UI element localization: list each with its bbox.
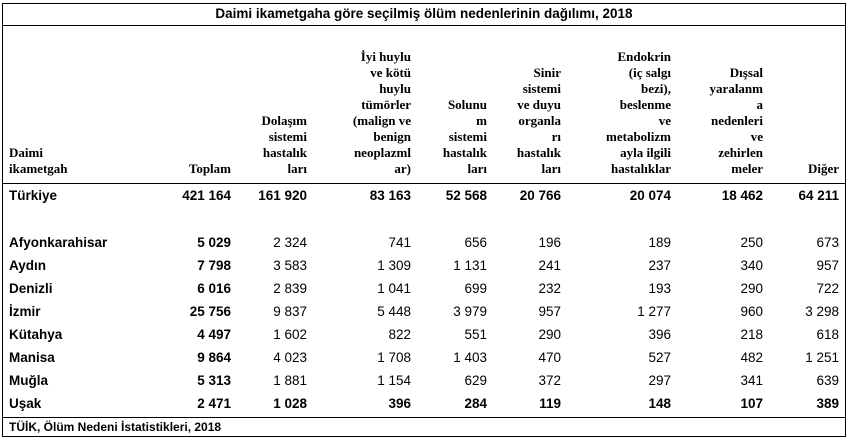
table-row bbox=[3, 255, 845, 277]
header-respiratory bbox=[411, 97, 487, 177]
header-line: hastalık bbox=[516, 145, 561, 160]
value-cell: 1 309 bbox=[377, 258, 411, 273]
table-row bbox=[3, 185, 845, 207]
value-cell: 822 bbox=[388, 327, 411, 342]
header-external bbox=[671, 65, 763, 177]
header-circulatory bbox=[231, 113, 307, 177]
value-cell: 960 bbox=[740, 304, 763, 319]
value-cell: 5 448 bbox=[377, 304, 411, 319]
header-line: organla bbox=[518, 113, 561, 128]
source-note: TÜİK, Ölüm Nedeni İstatistikleri, 2018 bbox=[9, 420, 222, 434]
value-cell: 107 bbox=[740, 396, 763, 411]
header-line: Sinir bbox=[533, 65, 561, 80]
value-cell: 957 bbox=[538, 304, 561, 319]
row-name: Muğla bbox=[9, 373, 48, 388]
row-name: Manisa bbox=[9, 350, 55, 365]
value-cell: 3 298 bbox=[805, 304, 839, 319]
row-name: Afyonkarahisar bbox=[9, 235, 108, 250]
value-cell: 3 979 bbox=[453, 304, 487, 319]
value-cell: 396 bbox=[388, 396, 411, 411]
value-cell: 1 708 bbox=[377, 350, 411, 365]
header-line: nedenleri bbox=[711, 113, 763, 128]
row-name: Kütahya bbox=[9, 327, 63, 342]
value-cell: 83 163 bbox=[369, 188, 411, 203]
header-line: benign bbox=[373, 129, 411, 144]
header-line: ları bbox=[467, 161, 487, 176]
value-cell: 161 920 bbox=[258, 188, 307, 203]
value-cell: 699 bbox=[464, 281, 487, 296]
table-row bbox=[3, 324, 845, 346]
total-cell: 5 029 bbox=[197, 235, 231, 250]
table-row bbox=[3, 232, 845, 254]
value-cell: 629 bbox=[464, 373, 487, 388]
value-cell: 1 131 bbox=[453, 258, 487, 273]
total-cell: 5 313 bbox=[197, 373, 231, 388]
value-cell: 2 839 bbox=[273, 281, 307, 296]
header-line: ve duyu bbox=[517, 97, 561, 112]
row-name: Türkiye bbox=[9, 188, 58, 203]
value-cell: 237 bbox=[648, 258, 671, 273]
table-title: Daimi ikametgaha göre seçilmiş ölüm nedenlerinin dağılımı, 2018 bbox=[3, 4, 845, 26]
table-row bbox=[3, 347, 845, 369]
header-line: Dışsal bbox=[729, 65, 763, 80]
header-line: a bbox=[756, 97, 763, 112]
value-cell: 3 583 bbox=[273, 258, 307, 273]
header-tumors bbox=[307, 49, 411, 177]
value-cell: 722 bbox=[816, 281, 839, 296]
table-row bbox=[3, 370, 845, 392]
value-cell: 673 bbox=[816, 235, 839, 250]
total-cell: 7 798 bbox=[197, 258, 231, 273]
header-total bbox=[169, 161, 231, 177]
value-cell: 148 bbox=[648, 396, 671, 411]
header-line: ve bbox=[750, 129, 763, 144]
header-line: Endokrin bbox=[617, 49, 671, 64]
total-cell: 6 016 bbox=[197, 281, 231, 296]
value-cell: 470 bbox=[538, 350, 561, 365]
header-line: rı bbox=[551, 129, 561, 144]
value-cell: 119 bbox=[539, 396, 561, 411]
header-line: sistemi bbox=[522, 81, 561, 96]
value-cell: 64 211 bbox=[798, 188, 839, 203]
header-line: hastalık bbox=[442, 145, 487, 160]
header-line: Daimi bbox=[9, 145, 43, 160]
table-row bbox=[3, 278, 845, 300]
value-cell: 290 bbox=[538, 327, 561, 342]
value-cell: 527 bbox=[648, 350, 671, 365]
value-cell: 1 028 bbox=[273, 396, 307, 411]
header-line: Toplam bbox=[188, 161, 231, 176]
header-line: meler bbox=[731, 161, 763, 176]
value-cell: 741 bbox=[388, 235, 411, 250]
header-line: beslenme bbox=[619, 97, 671, 112]
value-cell: 232 bbox=[538, 281, 561, 296]
header-line: Dolaşım bbox=[261, 113, 307, 128]
footer-divider bbox=[3, 417, 845, 418]
total-cell: 4 497 bbox=[197, 327, 231, 342]
header-line: ar) bbox=[394, 161, 411, 176]
header-line: zehirlen bbox=[718, 145, 763, 160]
value-cell: 551 bbox=[464, 327, 487, 342]
row-name: İzmir bbox=[9, 304, 41, 319]
row-name: Uşak bbox=[9, 396, 42, 411]
header-line: neoplazml bbox=[353, 145, 411, 160]
header-other bbox=[763, 161, 839, 177]
value-cell: 4 023 bbox=[273, 350, 307, 365]
value-cell: 1 277 bbox=[637, 304, 671, 319]
header-line: sistemi bbox=[268, 129, 307, 144]
value-cell: 218 bbox=[740, 327, 763, 342]
header-line: hastalıklar bbox=[611, 161, 671, 176]
header-line: bezi), bbox=[641, 81, 671, 96]
value-cell: 196 bbox=[538, 235, 561, 250]
header-line: ayla ilgili bbox=[620, 145, 671, 160]
value-cell: 18 462 bbox=[721, 188, 763, 203]
value-cell: 250 bbox=[740, 235, 763, 250]
total-cell: 2 471 bbox=[197, 396, 231, 411]
value-cell: 341 bbox=[740, 373, 763, 388]
value-cell: 2 324 bbox=[273, 235, 307, 250]
header-line: Solunu bbox=[447, 97, 487, 112]
header-line: ları bbox=[541, 161, 561, 176]
value-cell: 372 bbox=[538, 373, 561, 388]
value-cell: 1 041 bbox=[377, 281, 411, 296]
total-cell: 421 164 bbox=[182, 188, 231, 203]
header-nervous bbox=[487, 65, 561, 177]
value-cell: 1 602 bbox=[273, 327, 307, 342]
row-name: Aydın bbox=[9, 258, 46, 273]
value-cell: 193 bbox=[648, 281, 671, 296]
value-cell: 482 bbox=[740, 350, 763, 365]
header-line: ikametgah bbox=[9, 161, 68, 176]
header-line: ları bbox=[287, 161, 307, 176]
header-line: tümörler bbox=[361, 97, 411, 112]
value-cell: 1 881 bbox=[273, 373, 307, 388]
table-row bbox=[3, 393, 845, 415]
header-line: metabolizm bbox=[606, 129, 671, 144]
value-cell: 284 bbox=[464, 396, 487, 411]
value-cell: 639 bbox=[816, 373, 839, 388]
header-line: (iç salgı bbox=[628, 65, 671, 80]
header-endocrine bbox=[561, 49, 671, 177]
table-header bbox=[3, 26, 845, 183]
header-line: (malign ve bbox=[352, 113, 411, 128]
total-cell: 25 756 bbox=[189, 304, 231, 319]
header-line: İyi huylu bbox=[360, 49, 411, 64]
header-divider bbox=[3, 183, 845, 184]
header-line: hastalık bbox=[262, 145, 307, 160]
value-cell: 957 bbox=[816, 258, 839, 273]
value-cell: 20 766 bbox=[519, 188, 561, 203]
header-line: sistemi bbox=[448, 129, 487, 144]
header-line: huylu bbox=[379, 81, 411, 96]
value-cell: 389 bbox=[816, 396, 839, 411]
header-line: m bbox=[476, 113, 487, 128]
row-name: Denizli bbox=[9, 281, 53, 296]
value-cell: 1 154 bbox=[377, 373, 411, 388]
header-line: Diğer bbox=[807, 161, 839, 176]
total-cell: 9 864 bbox=[197, 350, 231, 365]
header-residence bbox=[9, 145, 169, 177]
header-line: ve bbox=[658, 113, 671, 128]
value-cell: 241 bbox=[538, 258, 561, 273]
value-cell: 396 bbox=[648, 327, 671, 342]
value-cell: 656 bbox=[464, 235, 487, 250]
value-cell: 20 074 bbox=[629, 188, 671, 203]
header-line: ve kötü bbox=[370, 65, 411, 80]
value-cell: 1 403 bbox=[453, 350, 487, 365]
value-cell: 290 bbox=[740, 281, 763, 296]
value-cell: 189 bbox=[648, 235, 671, 250]
table-row bbox=[3, 301, 845, 323]
table-frame bbox=[2, 3, 846, 437]
value-cell: 340 bbox=[740, 258, 763, 273]
value-cell: 297 bbox=[648, 373, 671, 388]
value-cell: 9 837 bbox=[273, 304, 307, 319]
header-line: yaralanm bbox=[709, 81, 763, 96]
value-cell: 1 251 bbox=[805, 350, 839, 365]
value-cell: 618 bbox=[816, 327, 839, 342]
value-cell: 52 568 bbox=[445, 188, 487, 203]
